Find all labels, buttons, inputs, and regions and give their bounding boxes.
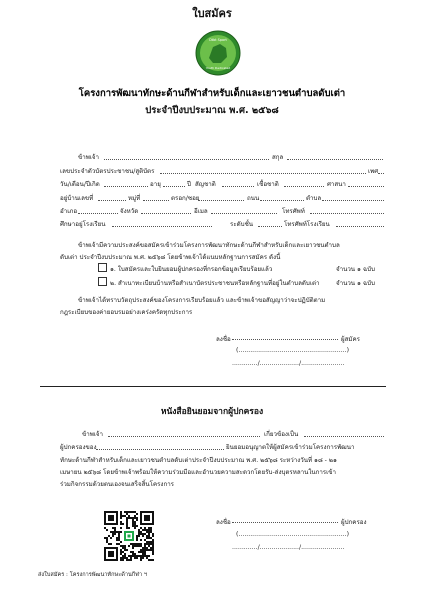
- attachment-1-checkbox[interactable]: [98, 263, 107, 272]
- phone-field[interactable]: [310, 213, 384, 214]
- ack-line-2: กฎระเบียบของค่ายอบรมอย่างเคร่งครัดทุกประการ: [60, 309, 193, 316]
- sport-logo-icon: [195, 30, 241, 76]
- ack-line-1: ข้าพเจ้าได้ทราบวัตถุประสงค์ของโครงการเรียบร้อยแล้ว และข้าพเจ้าขอสัญญาว่าจะปฏิบัติตาม: [78, 297, 326, 304]
- consent-allow-text: ยินยอมอนุญาตให้ผู้สมัครเข้าร่วมโครงการพัฒนา: [226, 444, 355, 451]
- attachment-2-qty: จำนวน ๑ ฉบับ: [336, 280, 375, 287]
- applicant-name-paren[interactable]: (.......................................................): [236, 347, 350, 354]
- subdistrict-field[interactable]: [322, 200, 384, 201]
- form-row-dob: [0, 177, 424, 189]
- religion-field[interactable]: [348, 186, 384, 187]
- intent-line-1: ข้าพเจ้ามีความประสงค์ขอสมัครเข้าร่วมโครงการพัฒนาทักษะด้านกีฬาสำหรับเด็กและเยาวชนตำบล: [78, 242, 340, 249]
- province-field[interactable]: [141, 213, 191, 214]
- consent-title: หนังสือยินยอมจากผู้ปกครอง: [160, 407, 264, 417]
- address-label: อยู่บ้านเลขที่: [60, 195, 94, 202]
- road-label: ถนน: [247, 195, 260, 202]
- gender-field[interactable]: [378, 173, 384, 174]
- school-field[interactable]: [112, 226, 212, 227]
- attachment-2-label: ๒. สำเนาทะเบียนบ้านหรือสำเนาบัตรประชาชนหรือหลักฐานที่อยู่ในตำบลดับเต่า: [110, 280, 320, 287]
- guardian-name-paren[interactable]: (.......................................................): [236, 531, 350, 538]
- email-field[interactable]: [211, 213, 277, 214]
- guardian-sign-date[interactable]: ............./..................../......................: [232, 544, 345, 551]
- relation-field[interactable]: [304, 436, 384, 437]
- guardian-sign-label: ลงชื่อ: [216, 519, 231, 526]
- attachment-1-qty: จำนวน ๑ ฉบับ: [336, 266, 375, 273]
- soi-field[interactable]: [198, 200, 244, 201]
- subdistrict-label: ตำบล: [306, 195, 322, 202]
- address-field[interactable]: [98, 200, 126, 201]
- form-row-name: [0, 150, 424, 162]
- form-row-district: [0, 204, 424, 216]
- section-divider: [40, 386, 386, 387]
- consent-line-3: ทักษะด้านกีฬาสำหรับเด็กและเยาวชนตำบลดับเต่าประจำปีงบประมาณ พ.ศ. ๒๕๖๘ ระหว่างวันที่ ๑๘ - ๒๑: [60, 457, 337, 464]
- age-label: อายุ: [150, 181, 161, 188]
- phone-label: โทรศัพท์: [282, 208, 305, 215]
- ethnicity-label: เชื้อชาติ: [257, 181, 279, 188]
- logo-text-bottom: Youth Dedicated: [205, 66, 231, 70]
- school-phone-label: โทรศัพท์โรงเรียน: [284, 221, 330, 228]
- doc-year: ประจำปีงบประมาณ พ.ศ. ๒๕๖๘: [145, 105, 279, 116]
- road-field[interactable]: [260, 200, 304, 201]
- consent-line-4: เมษายน ๒๕๖๘ โดยข้าพเจ้าพร้อมให้ความร่วมมือและอำนวยความสะดวกโดยรับ-ส่งบุตรหลานในการเข้า: [60, 469, 336, 476]
- guardian-of-label: ผู้ปกครองของ: [60, 444, 97, 451]
- name-field[interactable]: [104, 159, 269, 160]
- soi-label: ตรอก/ซอย: [171, 195, 200, 202]
- relation-label: เกี่ยวข้องเป็น: [264, 431, 299, 438]
- qr-code-icon[interactable]: [104, 511, 154, 561]
- form-row-school: [0, 217, 424, 229]
- district-label: อำเภอ: [60, 208, 78, 215]
- school-phone-field[interactable]: [336, 226, 384, 227]
- form-row-id: [0, 164, 424, 176]
- gender-label: เพศ: [368, 168, 379, 175]
- province-label: จังหวัด: [120, 208, 139, 215]
- applicant-name-field[interactable]: [96, 449, 224, 450]
- grade-label: ระดับชั้น: [230, 221, 254, 228]
- form-row-address: [0, 191, 424, 203]
- religion-label: ศาสนา: [327, 181, 346, 188]
- footer-submit-note: ส่งใบสมัคร : โครงการพัฒนาทักษะด้านกีฬา ฯ: [38, 572, 148, 578]
- surname-label: สกุล: [272, 154, 284, 161]
- applicant-sign-date[interactable]: ............./..................../......................: [232, 360, 345, 367]
- attachment-2-checkbox[interactable]: [98, 277, 107, 286]
- name-label: ข้าพเจ้า: [78, 154, 99, 161]
- consent-row-2: [0, 440, 424, 452]
- nationality-label: สัญชาติ: [195, 181, 216, 188]
- guardian-name-label: ข้าพเจ้า: [82, 431, 103, 438]
- doc-title: ใบสมัคร: [192, 7, 232, 20]
- email-label: อีเมล: [194, 208, 208, 215]
- id-field[interactable]: [160, 173, 366, 174]
- school-label: ศึกษาอยู่โรงเรียน: [60, 221, 106, 228]
- moo-label: หมู่ที่: [128, 195, 141, 202]
- consent-row-1: [0, 427, 424, 439]
- guardian-name-field[interactable]: [108, 436, 260, 437]
- nationality-field[interactable]: [222, 186, 254, 187]
- logo-text-top: Dtbt Sport: [209, 38, 227, 42]
- attachment-1-label: ๑. ใบสมัครและใบยินยอมผู้ปกครองที่กรอกข้อมูลเรียบร้อยแล้ว: [110, 266, 273, 273]
- dob-label: วัน/เดือน/ปีเกิด: [60, 181, 100, 188]
- id-label: เลขประจำตัวบัตรประชาชน/สูติบัตร: [60, 168, 155, 175]
- applicant-sign-role: ผู้สมัคร: [341, 336, 360, 343]
- moo-field[interactable]: [143, 200, 169, 201]
- district-field[interactable]: [78, 213, 118, 214]
- grade-field[interactable]: [258, 226, 282, 227]
- ethnicity-field[interactable]: [284, 186, 324, 187]
- doc-subtitle: โครงการพัฒนาทักษะด้านกีฬาสำหรับเด็กและเยาวชนตำบลดับเต่า: [78, 88, 346, 99]
- guardian-sign-field[interactable]: [232, 522, 338, 523]
- guardian-sign-role: ผู้ปกครอง: [341, 519, 367, 526]
- surname-field[interactable]: [287, 159, 383, 160]
- age-field[interactable]: [163, 186, 185, 187]
- age-unit: ปี: [187, 181, 191, 188]
- applicant-sign-field[interactable]: [232, 339, 338, 340]
- consent-line-5: ร่วมกิจกรรมด้วยตนเองจนเสร็จสิ้นโครงการ: [60, 481, 174, 488]
- dob-field[interactable]: [104, 186, 148, 187]
- applicant-sign-label: ลงชื่อ: [216, 336, 231, 343]
- intent-line-2: ดับเต่า ประจำปีงบประมาณ พ.ศ. ๒๕๖๘ โดยข้าพเจ้าได้แนบหลักฐานการสมัคร ดังนี้: [60, 254, 281, 261]
